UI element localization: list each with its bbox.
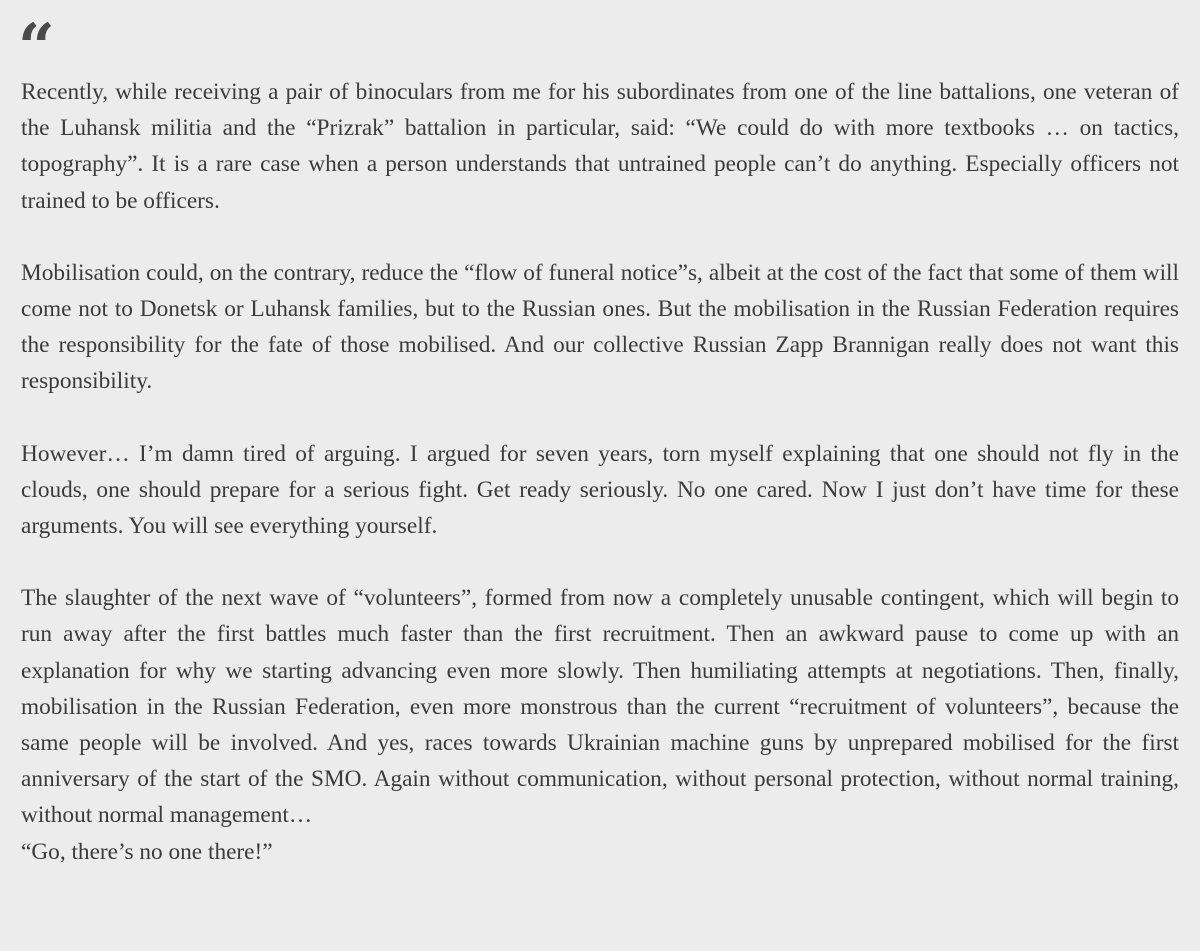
- quote-paragraph-4-text: The slaughter of the next wave of “volunteers”, formed from now a completely unusable contingent, which will begin to run away after the first battles much faster than the first recruitment. Then an awkward pause to come up with an explanation for why we starting advancing even more slowly. Then humiliating attempts at negotiations. Then, finally, mobilisation in the Russian Federation, even more monstrous than the current “recruitment of volunteers”, because the same people will be involved. And yes, races towards Ukrainian machine guns by unprepared mobilised for the first anniversary of the start of the SMO. Again without communication, without personal protection, without normal training, without normal management…: [21, 585, 1179, 829]
- quote-paragraph-1: Recently, while receiving a pair of binoculars from me for his subordinates from one of the line battalions, one veteran of the Luhansk militia and the “Prizrak” battalion in particular, said: “We could do with more textbooks … on tactics, topography”. It is a rare case when a person understands that untrained people can’t do anything. Especially officers not trained to be officers.: [21, 79, 1179, 214]
- quote-closing-line: “Go, there’s no one there!”: [21, 838, 273, 865]
- quote-mark-icon: “: [18, 10, 49, 85]
- quote-paragraph-4: [21, 580, 1179, 870]
- quote-paragraph-2: Mobilisation could, on the contrary, reduce the “flow of funeral notice”s, albeit at the cost of the fact that some of them will come not to Donetsk or Luhansk families, but to the Russian ones. But the mobilisation in the Russian Federation requires the responsibility for the fate of those mobilised. And our collective Russian Zapp Brannigan really does not want this responsibility.: [21, 259, 1179, 395]
- quote-paragraph-3: However… I’m damn tired of arguing. I argued for seven years, torn myself explaining that one should not fly in the clouds, one should prepare for a serious fight. Get ready seriously. No one cared. Now I just don’t have time for these arguments. You will see everything yourself.: [21, 440, 1179, 540]
